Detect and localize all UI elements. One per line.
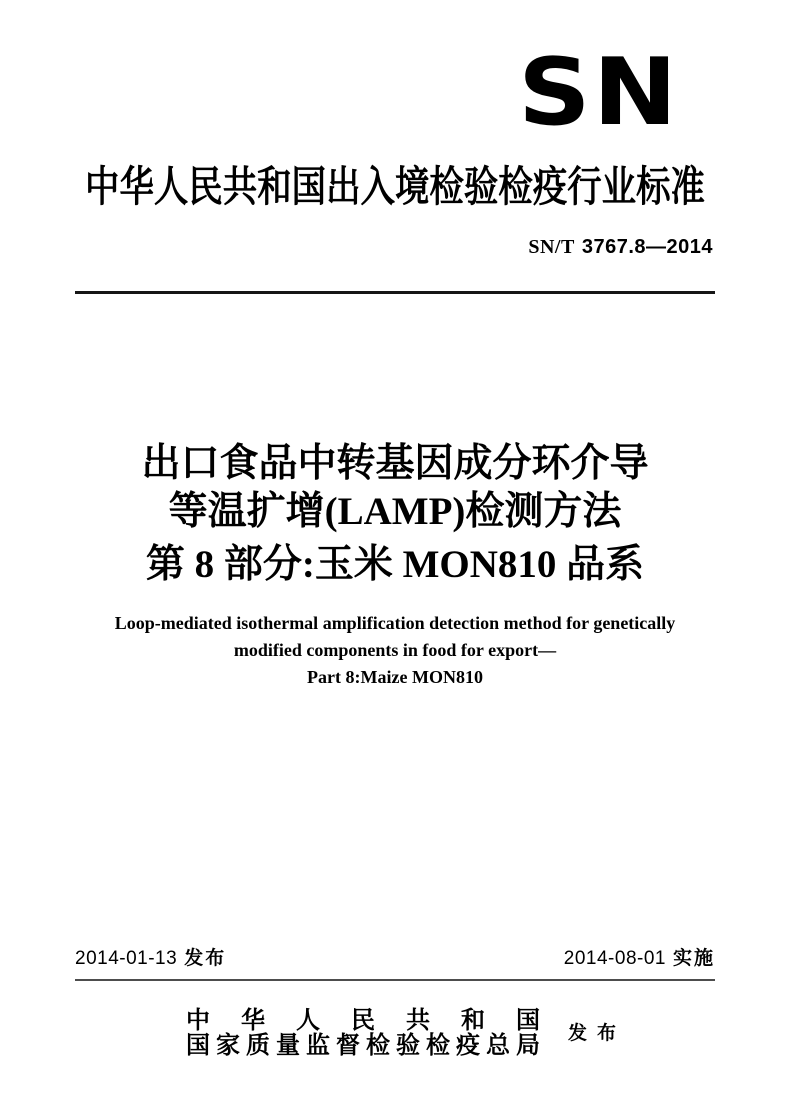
english-title-line2: modified components in food for export— xyxy=(233,640,557,660)
char: 督 xyxy=(336,1032,360,1059)
char: 布 xyxy=(596,1023,616,1044)
main-title-line1: 出口食品中转基因成分环介导 xyxy=(141,442,649,485)
standard-code xyxy=(528,236,713,259)
char: 验 xyxy=(396,1032,420,1059)
publisher-block xyxy=(186,1009,616,1058)
char: 国 xyxy=(186,1032,210,1059)
publisher-name-line2 xyxy=(186,1034,540,1058)
char: 和 xyxy=(461,1007,485,1034)
issue-date-label: 发布 xyxy=(184,948,227,969)
char: 发 xyxy=(568,1023,588,1044)
issue-date xyxy=(75,948,226,971)
main-title-line3: 第 8 部分:玉米 MON810 品系 xyxy=(145,543,645,586)
char: 国 xyxy=(516,1007,540,1034)
implementation-date-label: 实施 xyxy=(672,948,715,969)
char: 疫 xyxy=(456,1032,480,1059)
char: 质 xyxy=(246,1032,270,1059)
main-title-line2: 等温扩增(LAMP)检测方法 xyxy=(168,490,622,533)
char: 民 xyxy=(351,1007,375,1034)
dates-row xyxy=(75,948,715,971)
bottom-divider xyxy=(75,979,715,981)
standard-code-number: 3767.8—2014 xyxy=(581,236,713,258)
top-divider xyxy=(75,291,715,294)
publisher-name xyxy=(186,1009,540,1058)
page-title: 中华人民共和国出入境检验检疫行业标准 xyxy=(85,163,705,210)
char: 监 xyxy=(306,1032,330,1059)
english-title-line3: Part 8:Maize MON810 xyxy=(307,667,483,687)
char: 局 xyxy=(516,1032,540,1059)
char: 检 xyxy=(366,1032,390,1059)
implementation-date-value: 2014-08-01 xyxy=(563,948,666,969)
issue-date-value: 2014-01-13 xyxy=(75,948,178,969)
char: 量 xyxy=(276,1032,300,1059)
main-title-chinese xyxy=(0,444,790,584)
char: 中 xyxy=(186,1007,210,1034)
char: 华 xyxy=(241,1007,265,1034)
char: 人 xyxy=(296,1007,320,1034)
publisher-name-line1 xyxy=(186,1009,540,1033)
char: 检 xyxy=(426,1032,450,1059)
main-title-english xyxy=(0,610,790,691)
publisher-action xyxy=(568,1024,616,1043)
sn-logo: SN xyxy=(518,37,680,147)
english-title-line1: Loop-mediated isothermal amplification detection method for genetically xyxy=(114,613,676,633)
standard-code-prefix: SN/T xyxy=(528,236,575,258)
char: 总 xyxy=(486,1032,510,1059)
char: 共 xyxy=(406,1007,430,1034)
char: 家 xyxy=(216,1032,240,1059)
implementation-date xyxy=(564,948,715,971)
